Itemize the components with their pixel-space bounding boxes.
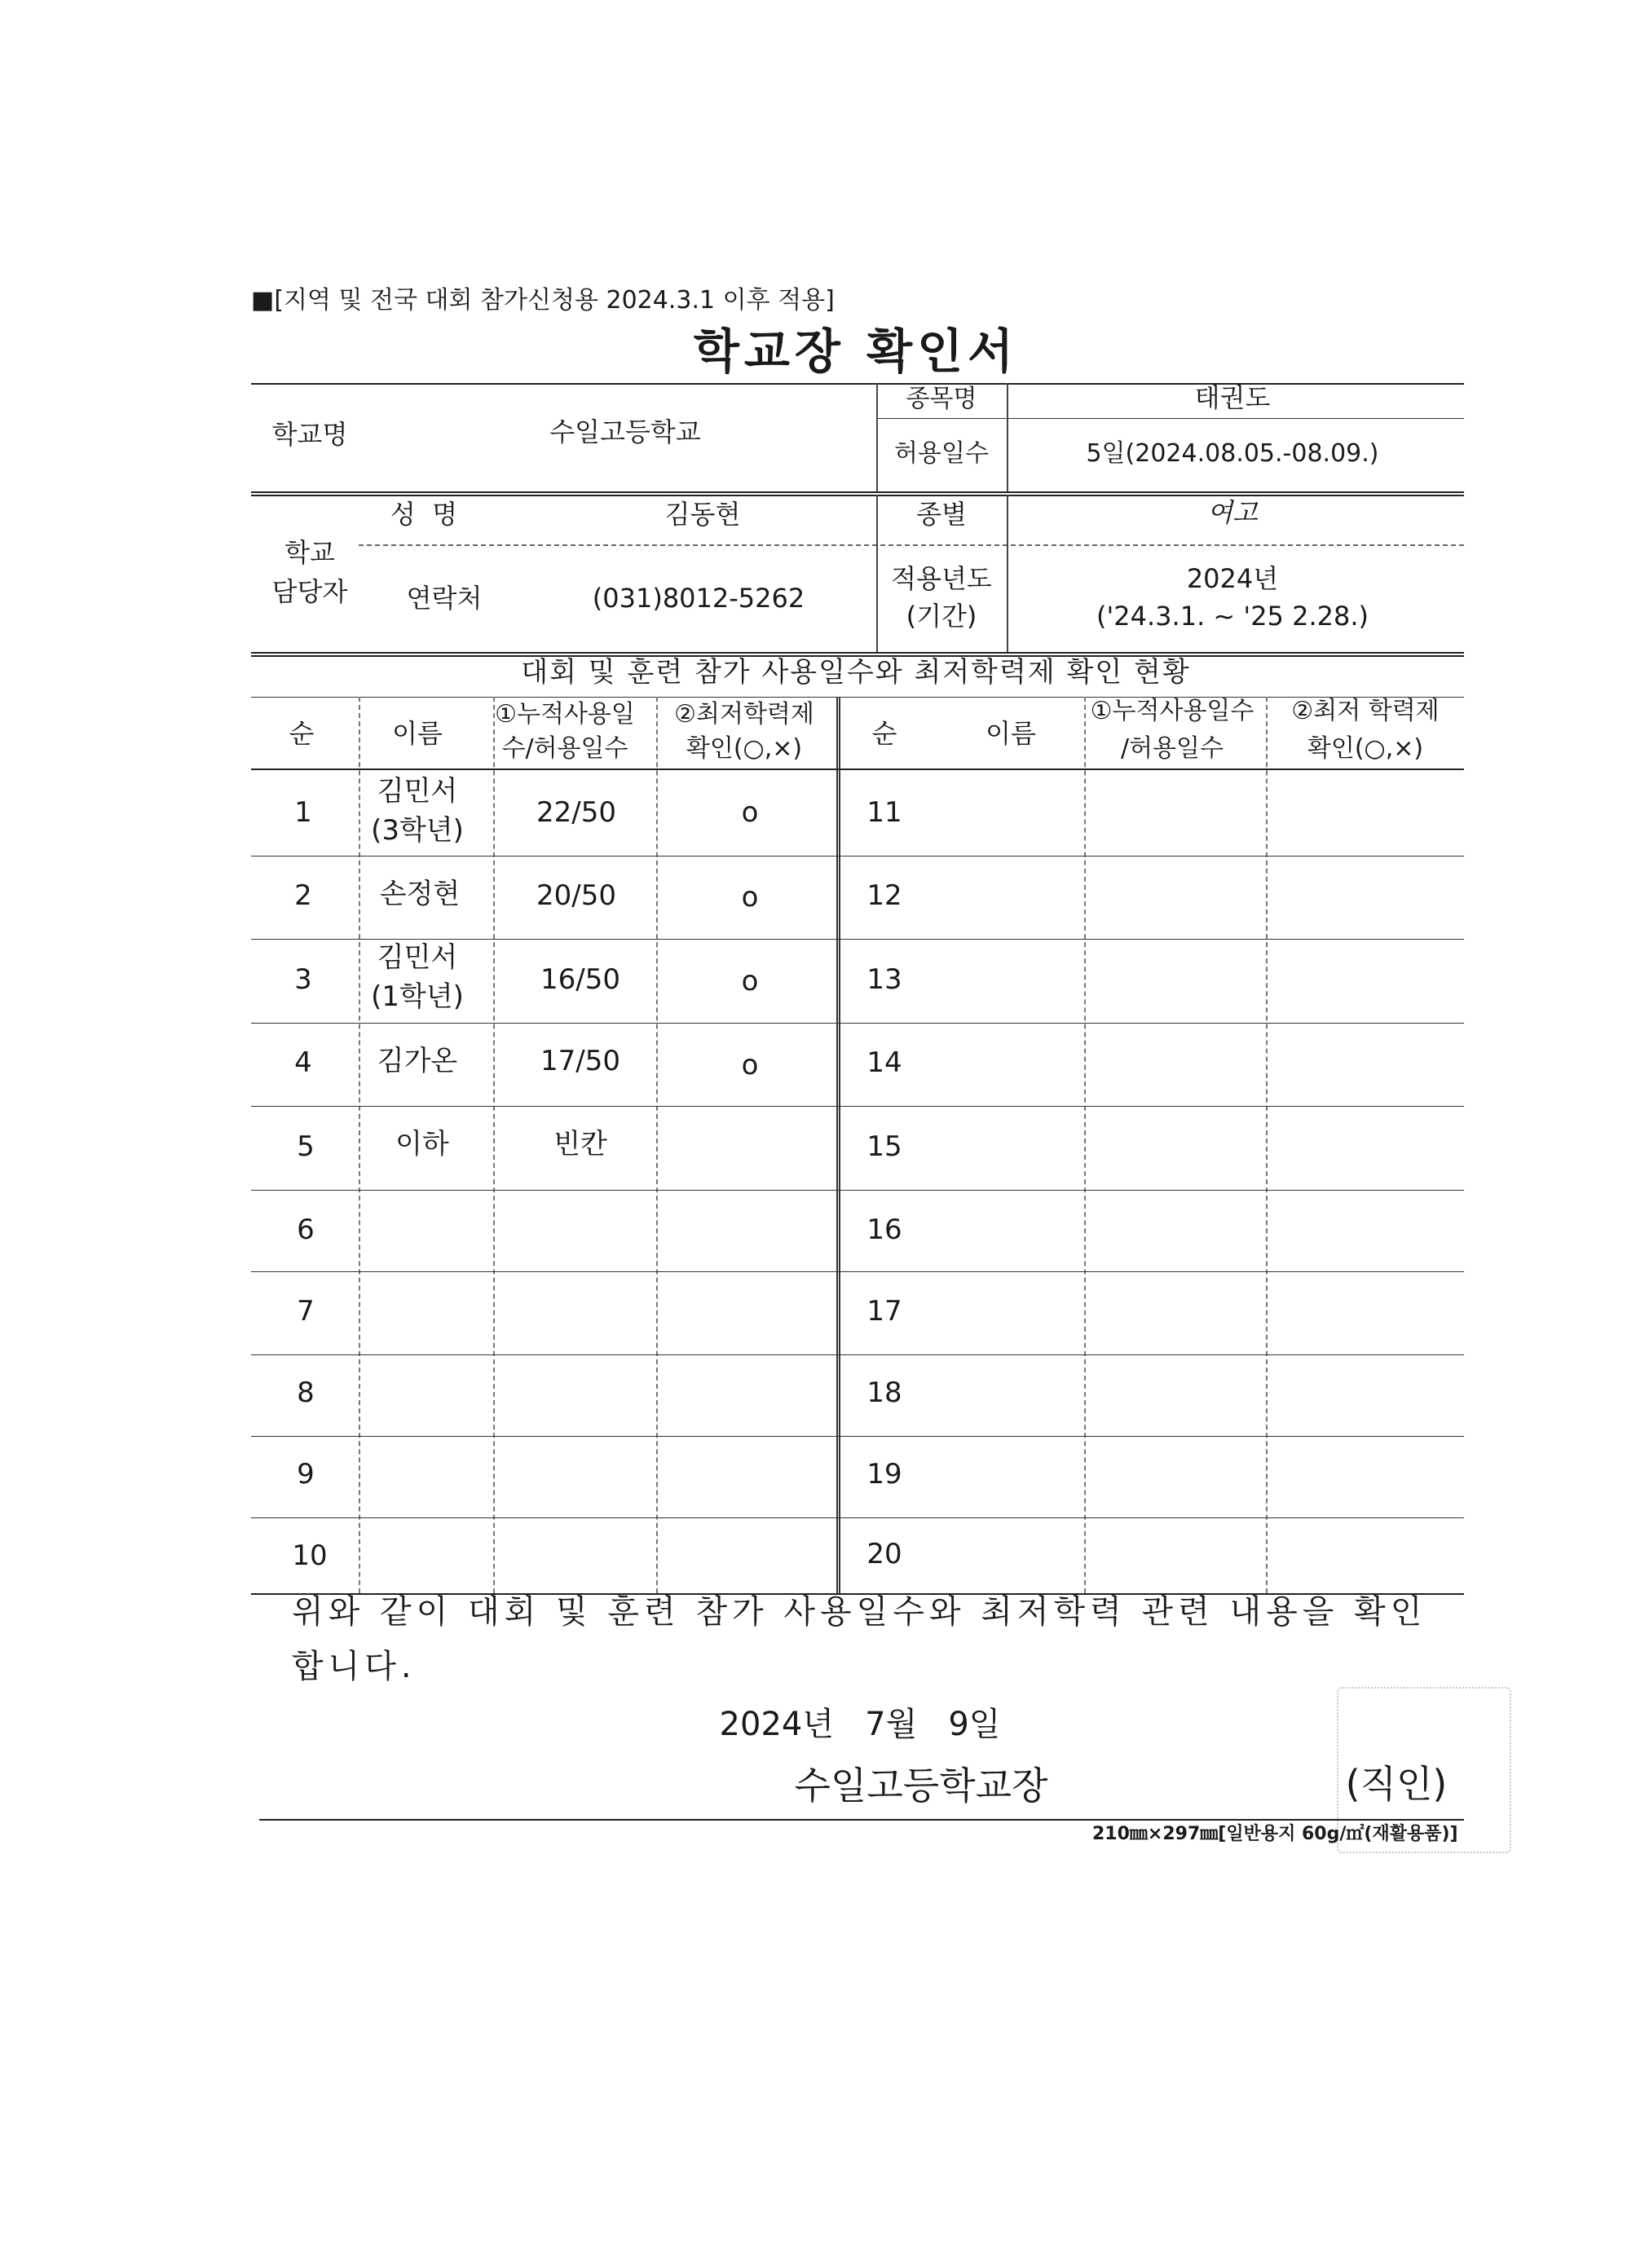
row-no-right: 15 bbox=[866, 1130, 902, 1163]
header-name-right: 이름 bbox=[985, 718, 1036, 749]
allowed-days-value: 5일(2024.08.05.-08.09.) bbox=[1086, 439, 1379, 468]
row-name: 김민서 bbox=[377, 775, 458, 808]
row-no: 8 bbox=[297, 1376, 315, 1409]
confirmation-date: 2024년 7월 9일 bbox=[719, 1706, 1001, 1743]
row-days: 빈칸 bbox=[553, 1128, 607, 1160]
row-no-right: 18 bbox=[866, 1376, 902, 1409]
row-name: 김가온 bbox=[377, 1045, 458, 1077]
row-check: o bbox=[741, 796, 759, 829]
row-name: 손정현 bbox=[379, 878, 461, 910]
row-no: 7 bbox=[297, 1295, 315, 1328]
year-value-1: 2024년 bbox=[1186, 563, 1279, 594]
row-no-right: 19 bbox=[866, 1458, 902, 1491]
type-label: 종별 bbox=[916, 499, 967, 530]
header-check-left-1: ②최저학력제 bbox=[674, 700, 814, 729]
header-days-right-1: ①누적사용일수 bbox=[1090, 697, 1254, 725]
type-value: 여고 bbox=[1207, 497, 1258, 528]
manager-label-2: 담당자 bbox=[271, 576, 348, 607]
header-name-left: 이름 bbox=[392, 718, 443, 749]
name-value: 김동현 bbox=[664, 499, 741, 530]
header-check-right-2: 확인(○,×) bbox=[1307, 734, 1424, 763]
header-no-left: 순 bbox=[289, 718, 315, 749]
paper-spec: 210㎜×297㎜[일반용지 60g/㎡(재활용품)] bbox=[1092, 1824, 1458, 1844]
row-name: 김민서 bbox=[377, 941, 458, 974]
row-check: o bbox=[741, 881, 759, 914]
allowed-days-label: 허용일수 bbox=[894, 439, 989, 468]
row-no-right: 11 bbox=[866, 796, 902, 829]
row-days: 22/50 bbox=[536, 796, 616, 829]
row-no: 4 bbox=[294, 1046, 312, 1079]
principal-name: 수일고등학교장 bbox=[794, 1764, 1048, 1808]
school-name: 수일고등학교 bbox=[549, 416, 701, 447]
header-check-right-1: ②최저 학력제 bbox=[1291, 697, 1440, 725]
row-days: 16/50 bbox=[540, 963, 620, 996]
statement-line-1: 위와 같이 대회 및 훈련 참가 사용일수와 최저학력 관련 내용을 확인 bbox=[292, 1593, 1427, 1631]
header-check-left-2: 확인(○,×) bbox=[686, 734, 803, 763]
row-days: 20/50 bbox=[536, 879, 616, 912]
sport-value: 태권도 bbox=[1194, 382, 1271, 413]
row-no: 10 bbox=[292, 1539, 328, 1572]
row-no-right: 12 bbox=[866, 879, 902, 912]
row-check: o bbox=[741, 1049, 759, 1081]
header-note: ■[지역 및 전국 대회 참가신청용 2024.3.1 이후 적용] bbox=[251, 286, 835, 315]
name-label: 성 명 bbox=[390, 499, 458, 530]
seal-label: (직인) bbox=[1345, 1762, 1448, 1806]
row-no: 5 bbox=[297, 1130, 315, 1163]
row-no: 2 bbox=[294, 879, 312, 912]
row-no-right: 13 bbox=[866, 963, 902, 996]
row-days: 17/50 bbox=[540, 1045, 620, 1077]
row-no-right: 20 bbox=[866, 1538, 902, 1570]
row-name-grade: (3학년) bbox=[371, 814, 464, 847]
row-no: 3 bbox=[294, 963, 312, 996]
header-days-right-2: /허용일수 bbox=[1120, 734, 1224, 763]
table-section-title: 대회 및 훈련 참가 사용일수와 최저학력제 확인 현황 bbox=[521, 656, 1191, 689]
year-label-1: 적용년도 bbox=[891, 563, 992, 594]
row-no-right: 17 bbox=[866, 1295, 902, 1328]
row-no: 6 bbox=[297, 1213, 315, 1246]
contact-value: (031)8012-5262 bbox=[592, 583, 805, 614]
year-value-2: ('24.3.1. ~ '25 2.28.) bbox=[1096, 601, 1369, 632]
row-no: 1 bbox=[294, 796, 312, 829]
year-label-2: (기간) bbox=[906, 601, 977, 632]
manager-label-1: 학교 bbox=[284, 537, 335, 568]
row-check: o bbox=[741, 965, 759, 997]
header-days-left-1: ①누적사용일 bbox=[495, 700, 635, 729]
contact-label: 연락처 bbox=[406, 583, 483, 614]
sport-label: 종목명 bbox=[906, 385, 977, 413]
row-name-grade: (1학년) bbox=[371, 980, 464, 1013]
statement-line-2: 합니다. bbox=[292, 1648, 417, 1685]
header-days-left-2: 수/허용일수 bbox=[501, 734, 628, 763]
row-no-right: 16 bbox=[866, 1213, 902, 1246]
document-title: 학교장 확인서 bbox=[693, 324, 1019, 379]
header-no-right: 순 bbox=[871, 718, 897, 749]
school-label: 학교명 bbox=[271, 419, 348, 450]
row-no: 9 bbox=[297, 1458, 315, 1491]
row-no-right: 14 bbox=[866, 1046, 902, 1079]
row-name: 이하 bbox=[395, 1128, 449, 1160]
